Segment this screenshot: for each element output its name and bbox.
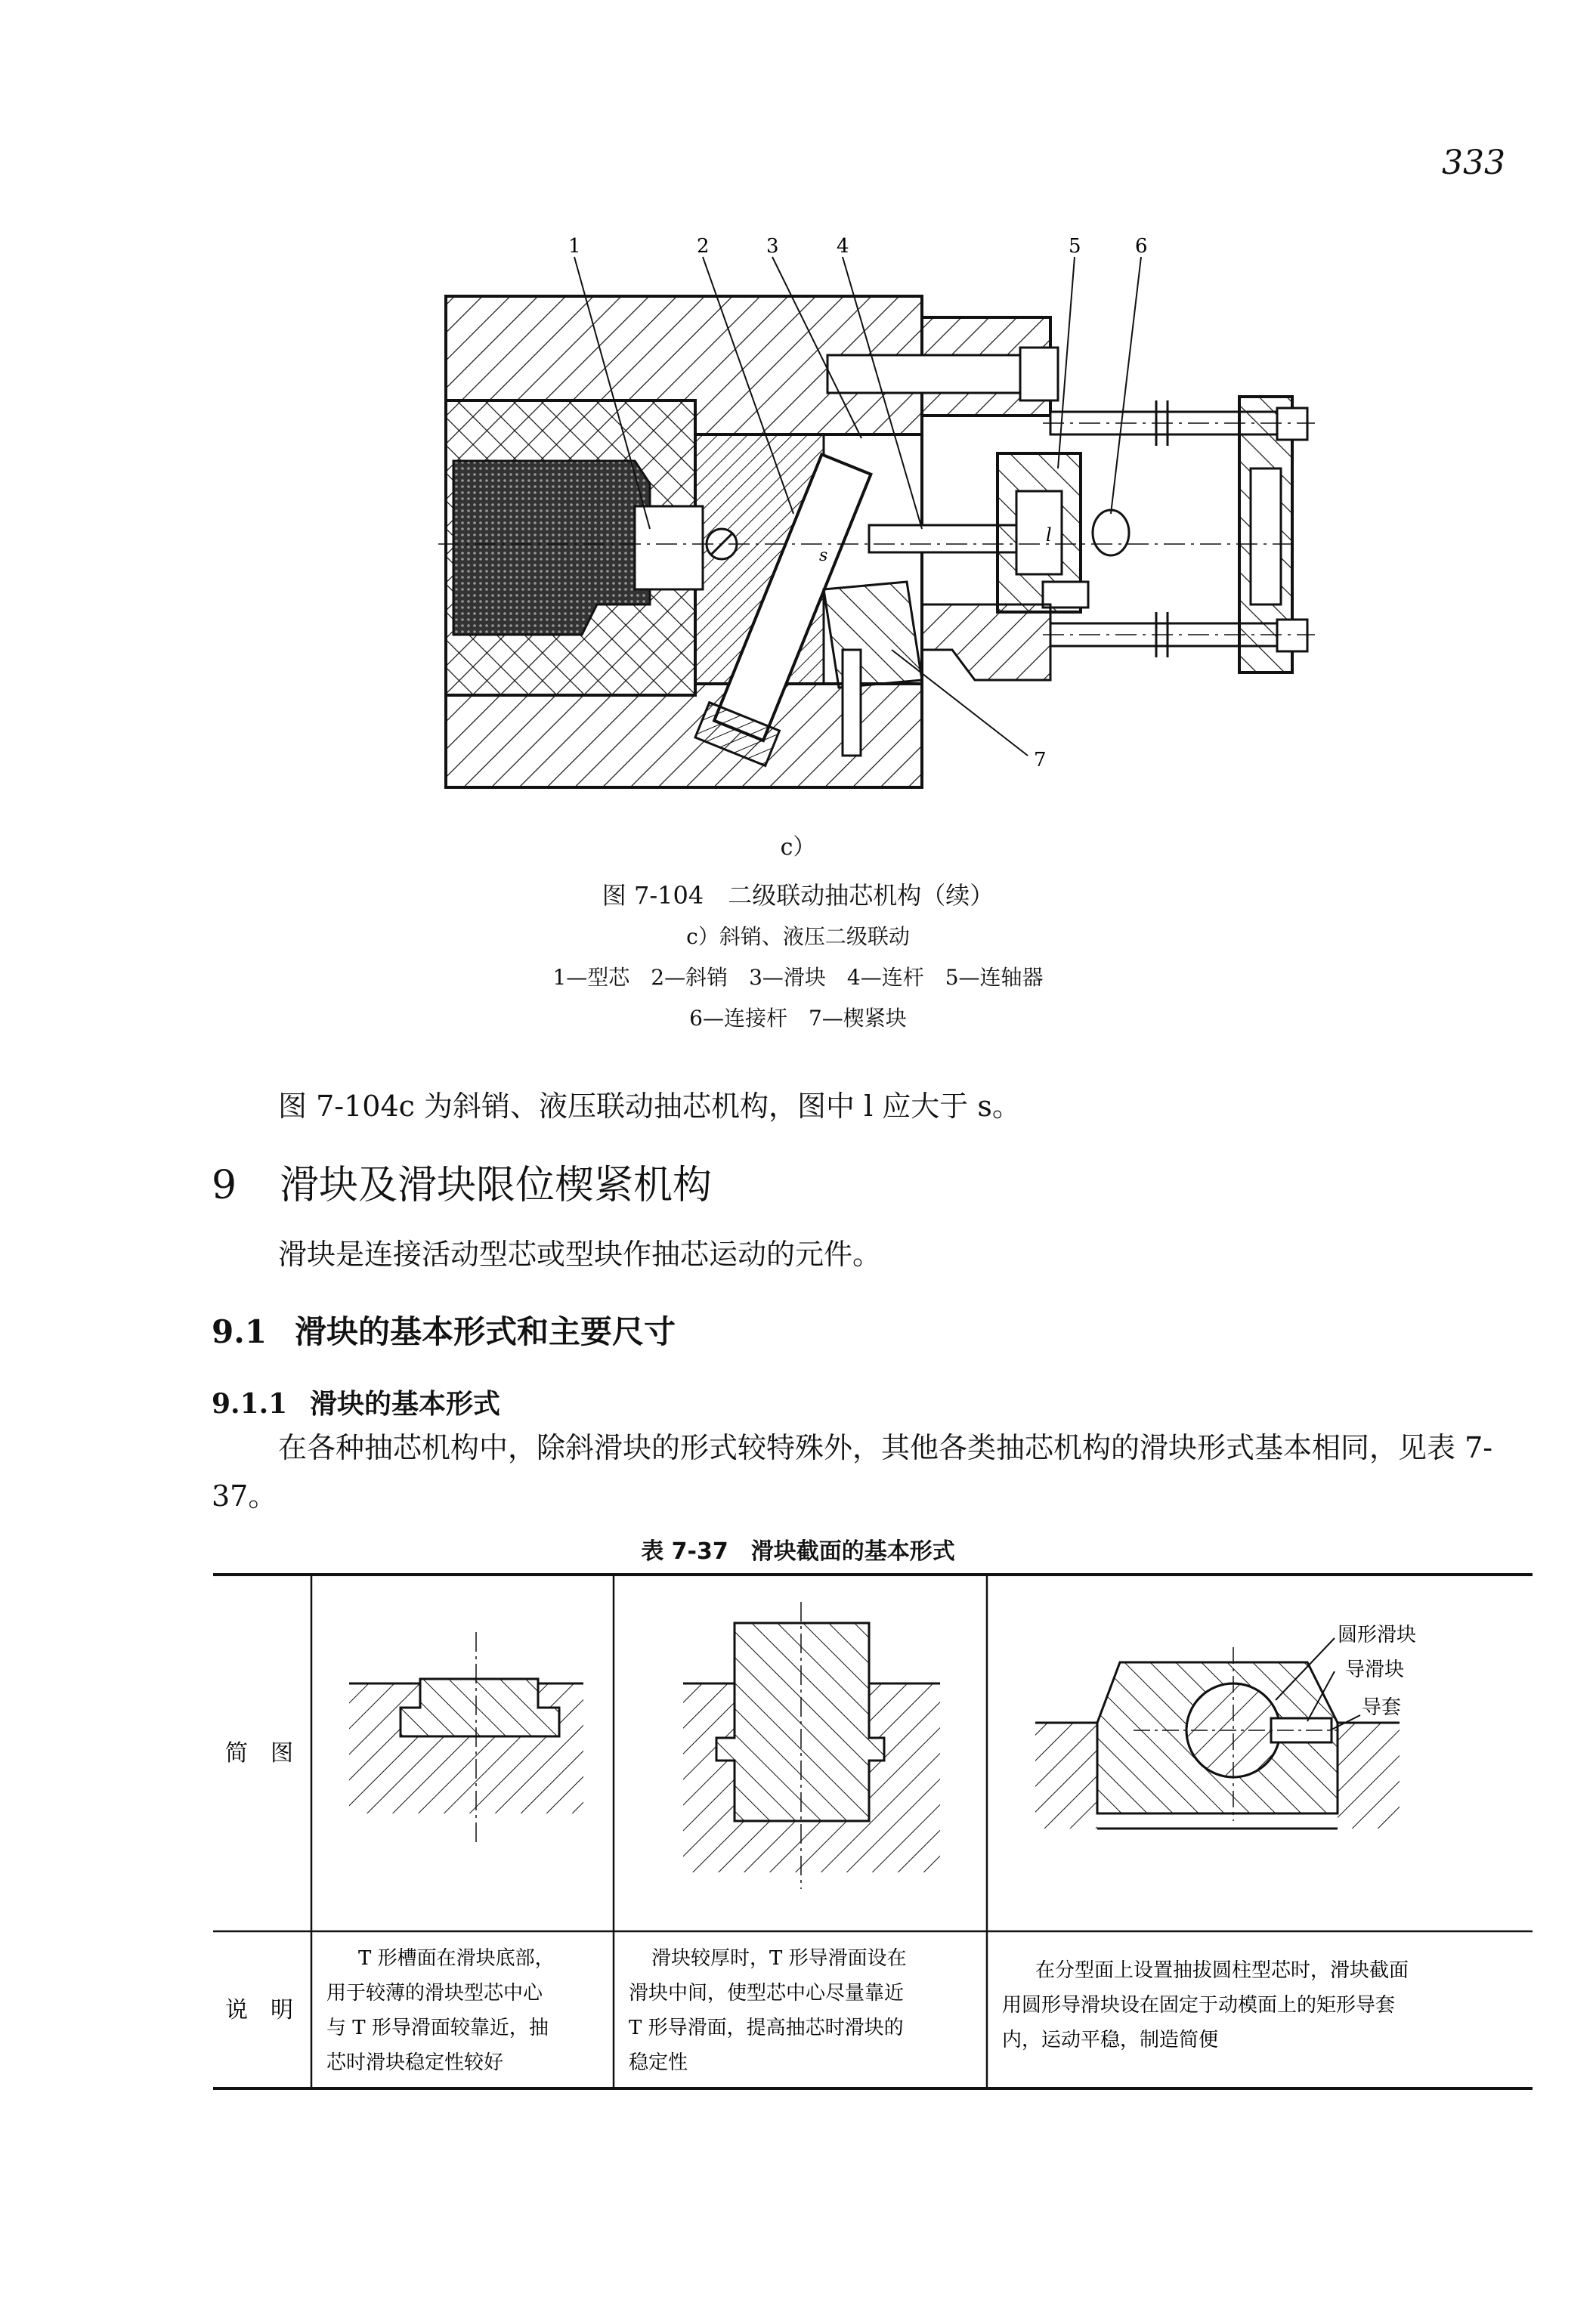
figure-sub-label: c） [780, 834, 816, 861]
desc-line: 内，运动平稳，制造简便 [1002, 2029, 1219, 2051]
description-column-3 [1002, 1959, 1409, 2051]
slider-section-table [204, 1572, 1542, 2146]
page-number: 333 [1442, 144, 1505, 182]
subsubsection-title: 滑块的基本形式 [310, 1389, 501, 1420]
mechanism-section-drawing [423, 227, 1345, 831]
figure-legend-line2: 6—连接杆 7—楔紧块 [689, 1006, 907, 1031]
dimension-l: l [1046, 524, 1052, 546]
part-label-6: 6 [1135, 235, 1148, 258]
figure-legend-line1: 1—型芯 2—斜销 3—滑块 4—连杆 5—连轴器 [552, 965, 1044, 990]
subsection-heading [212, 1307, 676, 1353]
part-label-4: 4 [837, 235, 849, 258]
row-label-description: 说 明 [225, 1997, 293, 2023]
subsubsection-heading [212, 1383, 500, 1421]
figure-subcaption: c）斜销、液压二级联动 [686, 924, 910, 949]
desc-line: 与 T 形导滑面较靠近，抽 [326, 2017, 549, 2039]
subsection-title: 滑块的基本形式和主要尺寸 [295, 1313, 676, 1350]
desc-line: 用于较薄的滑块型芯中心 [326, 1982, 543, 2005]
description-column-1 [326, 1947, 555, 2074]
part-label-7: 7 [1034, 749, 1047, 771]
desc-line: 滑块较厚时，T 形导滑面设在 [651, 1947, 907, 1970]
part-label-1: 1 [568, 235, 581, 258]
desc-line: 芯时滑块稳定性较好 [326, 2051, 504, 2074]
section-title: 滑块及滑块限位楔紧机构 [280, 1163, 713, 1208]
part-label-2: 2 [697, 235, 710, 258]
part-label-3: 3 [766, 235, 779, 258]
desc-line: T 形槽面在滑块底部， [358, 1947, 555, 1970]
paragraph: 滑块是连接活动型芯或型块作抽芯运动的元件。 [278, 1238, 882, 1271]
desc-line: 滑块中间，使型芯中心尽量靠近 [629, 1982, 905, 2005]
dimension-s: s [819, 546, 828, 565]
row-label-diagram: 简 图 [225, 1740, 293, 1767]
section-heading [212, 1153, 712, 1210]
part-label-5: 5 [1069, 235, 1081, 258]
callout-guide-slider: 导滑块 [1345, 1659, 1405, 1681]
description-column-2 [629, 1947, 907, 2074]
desc-line: T 形导滑面，提高抽芯时滑块的 [629, 2017, 904, 2039]
figure-caption: 图 7-104 二级联动抽芯机构（续） [602, 881, 994, 910]
desc-line: 用圆形导滑块设在固定于动模面上的矩形导套 [1002, 1994, 1396, 2017]
desc-line: 稳定性 [629, 2051, 688, 2074]
paragraph: 图 7-104c 为斜销、液压联动抽芯机构，图中 l 应大于 s。 [278, 1090, 1021, 1123]
section-number: 9 [212, 1163, 237, 1208]
paragraph: 在各种抽芯机构中，除斜滑块的形式较特殊外，其他各类抽芯机构的滑块形式基本相同，见表 7-37。 [212, 1431, 1493, 1513]
subsection-number: 9.1 [212, 1313, 268, 1350]
callout-round-slider: 圆形滑块 [1338, 1624, 1417, 1646]
table-title: 表 7-37 滑块截面的基本形式 [641, 1538, 955, 1565]
desc-line: 在分型面上设置抽拔圆柱型芯时，滑块截面 [1035, 1959, 1409, 1982]
callout-guide-sleeve: 导套 [1362, 1696, 1402, 1719]
subsubsection-number: 9.1.1 [212, 1388, 288, 1420]
